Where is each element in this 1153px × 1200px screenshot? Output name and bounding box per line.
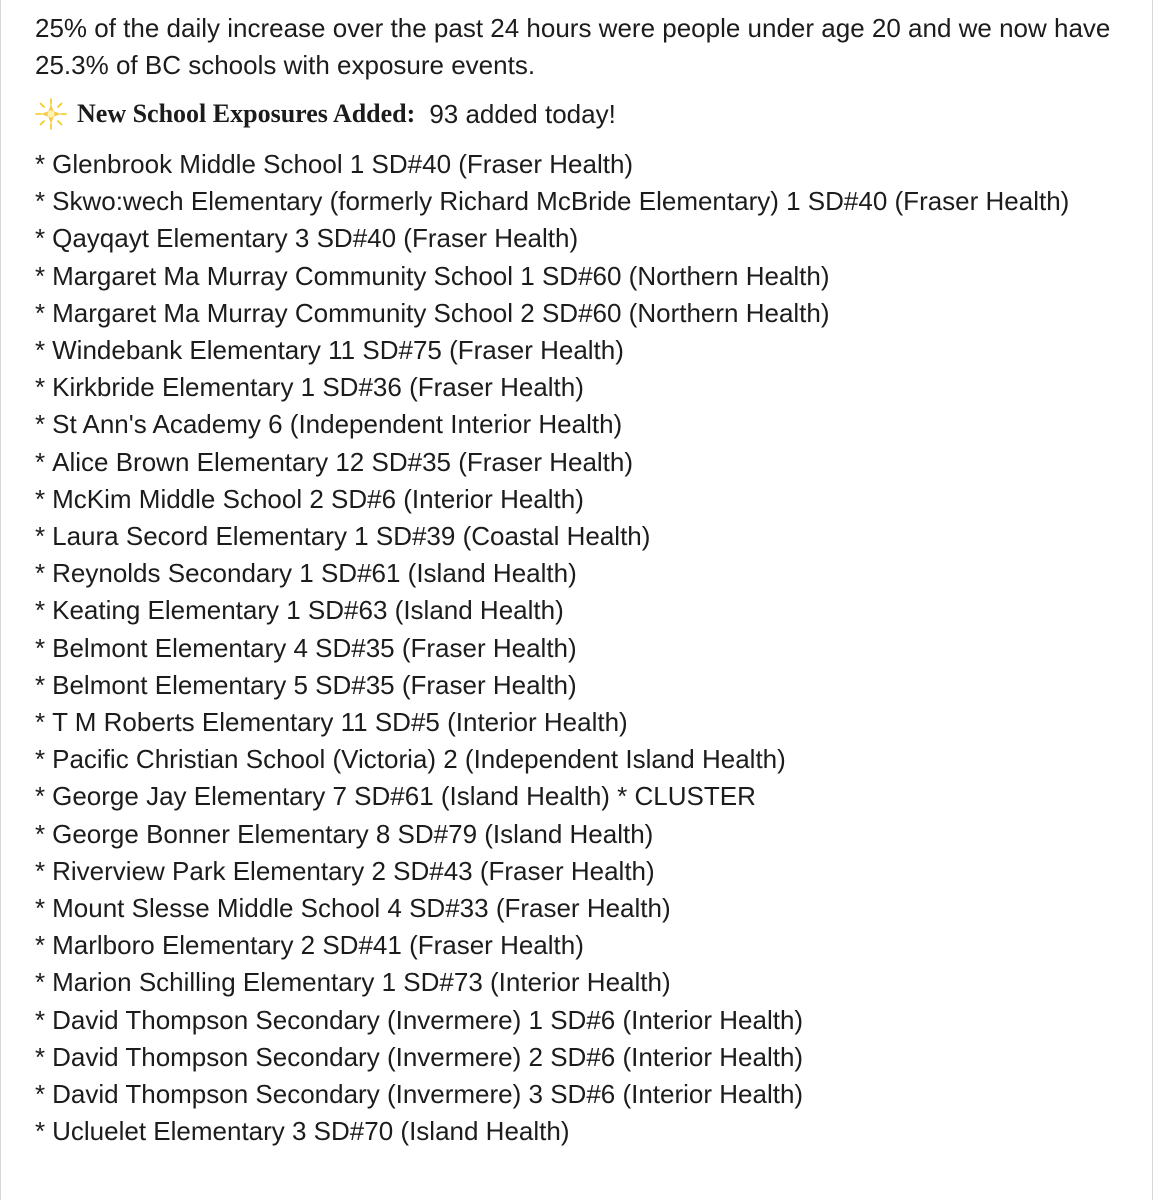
list-bullet: * — [35, 1079, 46, 1110]
list-item-text: Ucluelet Elementary 3 SD#70 (Island Health) — [52, 1116, 570, 1147]
list-bullet: * — [35, 967, 46, 998]
list-item — [35, 220, 1134, 257]
list-item-text: George Bonner Elementary 8 SD#79 (Island Health) — [52, 818, 654, 849]
list-item-text: Pacific Christian School (Victoria) 2 (Independent Island Health) — [52, 744, 786, 775]
list-bullet: * — [35, 632, 46, 663]
list-item-text: T M Roberts Elementary 11 SD#5 (Interior Health) — [52, 707, 628, 738]
list-item — [35, 1039, 1134, 1076]
list-item-text: Kirkbride Elementary 1 SD#36 (Fraser Health) — [52, 372, 584, 403]
list-bullet: * — [35, 707, 46, 738]
list-item-text: Reynolds Secondary 1 SD#61 (Island Health) — [52, 558, 577, 589]
list-item-text: Alice Brown Elementary 12 SD#35 (Fraser Health) — [52, 446, 634, 477]
list-item — [35, 853, 1134, 890]
list-item — [35, 518, 1134, 555]
list-item-text: Riverview Park Elementary 2 SD#43 (Fraser Health) — [52, 855, 655, 886]
list-item — [35, 332, 1134, 369]
list-bullet: * — [35, 781, 46, 812]
list-item-text: Belmont Elementary 4 SD#35 (Fraser Health) — [52, 632, 577, 663]
list-bullet: * — [35, 855, 46, 886]
list-item-text: Marlboro Elementary 2 SD#41 (Fraser Health) — [52, 930, 584, 961]
list-bullet: * — [35, 893, 46, 924]
list-item-text: Keating Elementary 1 SD#63 (Island Health) — [52, 595, 564, 626]
list-bullet: * — [35, 521, 46, 552]
list-bullet: * — [35, 446, 46, 477]
list-bullet: * — [35, 669, 46, 700]
list-bullet: * — [35, 558, 46, 589]
list-item — [35, 927, 1134, 964]
list-bullet: * — [35, 186, 46, 217]
list-item-text: Mount Slesse Middle School 4 SD#33 (Fraser Health) — [52, 893, 671, 924]
list-item — [35, 704, 1134, 741]
list-item-text: Laura Secord Elementary 1 SD#39 (Coastal Health) — [52, 521, 651, 552]
list-item-text: Belmont Elementary 5 SD#35 (Fraser Health) — [52, 669, 577, 700]
intro-paragraph: 25% of the daily increase over the past 24 hours were people under age 20 and we now have 25.3% of BC schools with exposure events. — [35, 13, 1111, 80]
list-bullet: * — [35, 1041, 46, 1072]
list-item — [35, 592, 1134, 629]
list-bullet: * — [35, 223, 46, 254]
list-item — [35, 778, 1134, 815]
list-item — [35, 406, 1134, 443]
list-item — [35, 555, 1134, 592]
list-item — [35, 1002, 1134, 1039]
list-item-text: George Jay Elementary 7 SD#61 (Island Health) * CLUSTER — [52, 781, 756, 812]
list-bullet: * — [35, 372, 46, 403]
list-item — [35, 630, 1134, 667]
heading-count: 93 added today! — [429, 99, 616, 129]
list-item — [35, 444, 1134, 481]
glowing-star-icon — [35, 98, 67, 130]
list-item-text: Qayqayt Elementary 3 SD#40 (Fraser Health) — [52, 223, 579, 254]
list-bullet: * — [35, 260, 46, 291]
list-item — [35, 369, 1134, 406]
list-item — [35, 1113, 1134, 1150]
list-item-text: McKim Middle School 2 SD#6 (Interior Health) — [52, 483, 584, 514]
list-bullet: * — [35, 595, 46, 626]
list-item — [35, 741, 1134, 778]
list-item — [35, 964, 1134, 1001]
list-item-text: Glenbrook Middle School 1 SD#40 (Fraser Health) — [52, 149, 634, 179]
list-item-text: Windebank Elementary 11 SD#75 (Fraser Health) — [52, 335, 624, 366]
list-bullet: * — [35, 149, 46, 179]
list-item — [35, 295, 1134, 332]
list-bullet: * — [35, 818, 46, 849]
list-item-text: Marion Schilling Elementary 1 SD#73 (Interior Health) — [52, 967, 671, 998]
list-item-text: David Thompson Secondary (Invermere) 2 SD#6 (Interior Health) — [52, 1041, 804, 1072]
list-item — [35, 183, 1134, 220]
list-item — [35, 890, 1134, 927]
section-heading — [35, 94, 1134, 134]
list-item — [35, 258, 1134, 295]
list-bullet: * — [35, 744, 46, 775]
list-item — [35, 481, 1134, 518]
list-item — [35, 146, 1134, 183]
list-item — [35, 816, 1134, 853]
list-bullet: * — [35, 335, 46, 366]
list-bullet: * — [35, 483, 46, 514]
list-item-text: David Thompson Secondary (Invermere) 3 SD#6 (Interior Health) — [52, 1079, 804, 1110]
list-item-text: David Thompson Secondary (Invermere) 1 SD#6 (Interior Health) — [52, 1004, 804, 1035]
list-item-text: St Ann's Academy 6 (Independent Interior Health) — [52, 409, 623, 440]
list-item — [35, 667, 1134, 704]
heading-label: New School Exposures Added — [77, 99, 407, 128]
heading-colon: : — [406, 99, 416, 128]
exposure-list — [35, 146, 1134, 1150]
list-bullet: * — [35, 297, 46, 328]
list-item — [35, 1076, 1134, 1113]
list-bullet: * — [35, 1004, 46, 1035]
list-item-text: Skwo:wech Elementary (formerly Richard McBride Elementary) 1 SD#40 (Fraser Health) — [52, 186, 1070, 217]
list-bullet: * — [35, 409, 46, 440]
list-item-text: Margaret Ma Murray Community School 2 SD#60 (Northern Health) — [52, 297, 830, 328]
list-bullet: * — [35, 930, 46, 961]
list-item-text: Margaret Ma Murray Community School 1 SD#60 (Northern Health) — [52, 260, 830, 291]
list-bullet: * — [35, 1116, 46, 1147]
